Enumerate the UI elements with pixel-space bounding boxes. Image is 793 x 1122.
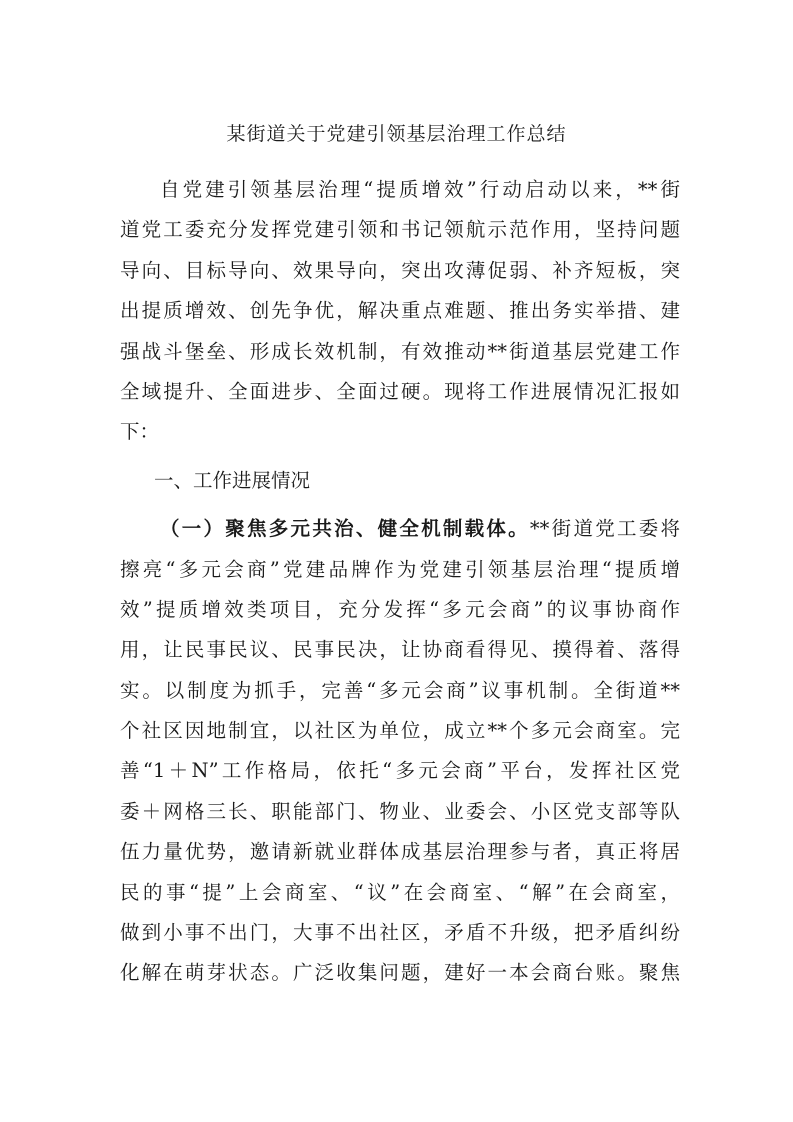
intro-line: 导向、目标导向、效果导向，突出攻薄促弱、补齐短板，突 — [120, 258, 680, 282]
intro-line: 下： — [120, 420, 160, 444]
intro-line: 出提质增效、创先争优，解决重点难题、推出务实举措、建 — [120, 299, 680, 323]
body-line: 委＋网格三长、职能部门、物业、业委会、小区党支部等队 — [120, 799, 680, 823]
body-line: 民的事“提”上会商室、“议”在会商室、“解”在会商室， — [120, 880, 680, 904]
subsection-first-line-text: **街道党工委将 — [529, 517, 680, 541]
body-line: 善“1＋N”工作格局，依托“多元会商”平台，发挥社区党 — [120, 759, 680, 783]
body-line: 做到小事不出门，大事不出社区，矛盾不升级，把矛盾纠纷 — [120, 921, 680, 945]
document-title: 某街道关于党建引领基层治理工作总结 — [226, 123, 567, 145]
subsection-heading: （一）聚焦多元共治、健全机制载体。 — [160, 517, 530, 541]
intro-line: 全域提升、全面进步、全面过硬。现将工作进展情况汇报如 — [120, 379, 680, 403]
body-line: 伍力量优势，邀请新就业群体成基层治理参与者，真正将居 — [120, 840, 680, 864]
document-body — [120, 170, 680, 994]
body-line: 个社区因地制宜，以社区为单位，成立**个多元会商室。完 — [120, 719, 680, 743]
intro-line: 强战斗堡垒、形成长效机制，有效推动**街道基层党建工作 — [120, 339, 680, 363]
body-line: 化解在萌芽状态。广泛收集问题，建好一本会商台账。聚焦 — [120, 961, 680, 985]
subsection-first-line — [120, 509, 680, 549]
body-line: 效”提质增效类项目，充分发挥“多元会商”的议事协商作 — [120, 597, 680, 621]
section-heading: 一、工作进展情况 — [154, 468, 311, 492]
intro-line: 自党建引领基层治理“提质增效”行动启动以来，**街 — [160, 178, 680, 201]
body-line: 实。以制度为抓手，完善“多元会商”议事机制。全街道** — [120, 678, 680, 702]
body-line: 擦亮“多元会商”党建品牌作为党建引领基层治理“提质增 — [120, 557, 680, 581]
intro-line: 道党工委充分发挥党建引领和书记领航示范作用，坚持问题 — [120, 218, 680, 242]
body-line: 用，让民事民议、民事民决，让协商看得见、摸得着、落得 — [120, 638, 680, 662]
